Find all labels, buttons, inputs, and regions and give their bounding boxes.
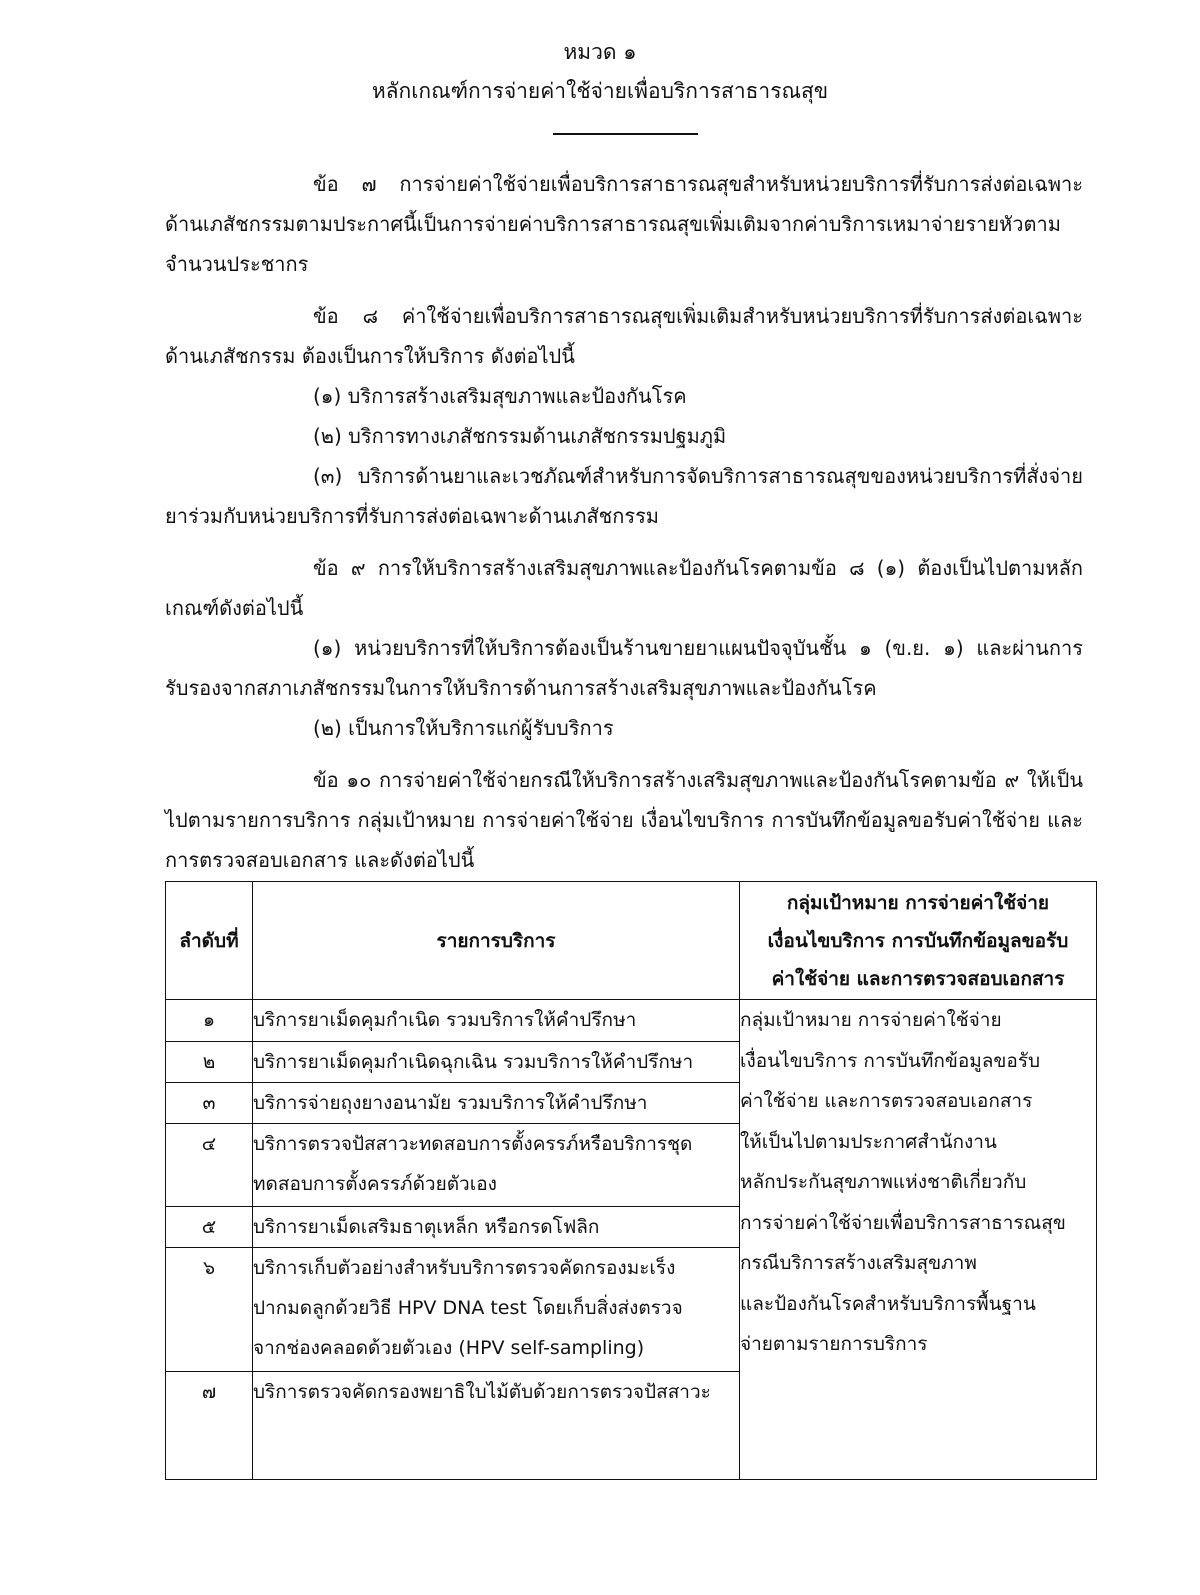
table-row — [166, 1000, 1097, 1042]
clause-9-item-2: (๒) เป็นการให้บริการแก่ผู้รับบริการ — [313, 716, 614, 740]
row-number: ๕ — [166, 1207, 253, 1248]
conditions-line: การจ่ายค่าใช้จ่ายเพื่อบริการสาธารณสุข — [740, 1211, 1066, 1234]
row-number: ๔ — [166, 1124, 253, 1207]
clause-9: ข้อ ๙ การให้บริการสร้างเสริมสุขภาพและป้องกันโรคตามข้อ ๘ (๑) ต้องเป็นไปตามหลักเกณฑ์ดังต่อไปนี้ — [165, 556, 1083, 620]
conditions-line: ค่าใช้จ่าย และการตรวจสอบเอกสาร — [740, 1090, 1033, 1112]
clause-8: ข้อ ๘ ค่าใช้จ่ายเพื่อบริการสาธารณสุขเพิ่มเติมสำหรับหน่วยบริการที่รับการส่งต่อเฉพาะด้านเภสัชกรรม ต้องเป็นการให้บริการ ดังต่อไปนี้ — [165, 304, 1083, 368]
service-line: บริการตรวจปัสสาวะทดสอบการตั้งครรภ์หรือบริการชุด — [253, 1133, 693, 1155]
row-service — [253, 1124, 740, 1207]
row-service — [253, 1083, 740, 1124]
service-line: ทดสอบการตั้งครรภ์ด้วยตัวเอง — [253, 1173, 497, 1195]
service-line: บริการยาเม็ดคุมกำเนิดฉุกเฉิน รวมบริการให้คำปรึกษา — [253, 1051, 694, 1073]
table-header-row — [166, 882, 1097, 1000]
service-line: บริการเก็บตัวอย่างสำหรับบริการตรวจคัดกรองมะเร็ง — [253, 1257, 676, 1279]
conditions-line: กรณีบริการสร้างเสริมสุขภาพ — [740, 1252, 977, 1274]
service-line: ปากมดลูกด้วยวิธี HPV DNA test โดยเก็บสิ่งส่งตรวจ — [253, 1297, 683, 1319]
header-conditions-line: ค่าใช้จ่าย และการตรวจสอบเอกสาร — [771, 967, 1065, 990]
row-service — [253, 1248, 740, 1372]
header-conditions-line: เงื่อนไขบริการ การบันทึกข้อมูลขอรับ — [767, 929, 1069, 952]
clause-8-item-2: (๒) บริการทางเภสัชกรรมด้านเภสัชกรรมปฐมภูมิ — [313, 424, 727, 448]
row-number: ๒ — [166, 1042, 253, 1083]
conditions-line: หลักประกันสุขภาพแห่งชาติเกี่ยวกับ — [740, 1171, 1027, 1193]
clause-9-item-1: (๑) หน่วยบริการที่ให้บริการต้องเป็นร้านขายยาแผนปัจจุบันชั้น ๑ (ข.ย. ๑) และผ่านการรับรองจากสภาเภสัชกรรมในการให้บริการด้านการสร้างเสริมสุขภาพและป้องกันโรค — [165, 636, 1083, 700]
row-service — [253, 1000, 740, 1042]
service-line: บริการยาเม็ดคุมกำเนิด รวมบริการให้คำปรึกษา — [253, 1009, 637, 1031]
header-no: ลำดับที่ — [166, 882, 253, 1000]
header-conditions-line: กลุ่มเป้าหมาย การจ่ายค่าใช้จ่าย — [786, 891, 1050, 914]
row-service — [253, 1372, 740, 1480]
row-number: ๖ — [166, 1248, 253, 1372]
conditions-line: จ่ายตามรายการบริการ — [740, 1333, 928, 1355]
service-table — [165, 881, 1097, 1480]
row-number: ๗ — [166, 1372, 253, 1480]
service-line: บริการยาเม็ดเสริมธาตุเหล็ก หรือกรดโฟลิก — [253, 1216, 600, 1238]
chapter-title: หลักเกณฑ์การจ่ายค่าใช้จ่ายเพื่อบริการสาธารณสุข — [371, 79, 829, 103]
conditions-line: เงื่อนไขบริการ การบันทึกข้อมูลขอรับ — [740, 1049, 1041, 1072]
header-conditions — [740, 882, 1097, 1000]
service-line: บริการตรวจคัดกรองพยาธิใบไม้ตับด้วยการตรวจปัสสาวะ — [253, 1381, 711, 1403]
chapter-heading: หมวด ๑ — [563, 40, 637, 64]
conditions-cell — [740, 1000, 1097, 1480]
header-service: รายการบริการ — [253, 882, 740, 1000]
service-line: บริการจ่ายถุงยางอนามัย รวมบริการให้คำปรึกษา — [253, 1092, 648, 1114]
clause-7: ข้อ ๗ การจ่ายค่าใช้จ่ายเพื่อบริการสาธารณสุขสำหรับหน่วยบริการที่รับการส่งต่อเฉพาะด้านเภสัชกรรมตามประกาศนี้เป็นการจ่ายค่าบริการสาธารณสุขเพิ่มเติมจากค่าบริการเหมาจ่ายรายหัวตามจำนวนประชากร — [165, 172, 1083, 276]
conditions-line: และป้องกันโรคสำหรับบริการพื้นฐาน — [740, 1292, 1036, 1315]
heading-divider — [553, 133, 698, 135]
clause-8-item-3: (๓) บริการด้านยาและเวชภัณฑ์สำหรับการจัดบริการสาธารณสุขของหน่วยบริการที่สั่งจ่ายยาร่วมกับหน่วยบริการที่รับการส่งต่อเฉพาะด้านเภสัชกรรม — [165, 464, 1083, 528]
clause-8-item-1: (๑) บริการสร้างเสริมสุขภาพและป้องกันโรค — [313, 384, 687, 408]
row-number: ๓ — [166, 1083, 253, 1124]
row-number: ๑ — [166, 1000, 253, 1042]
service-line: จากช่องคลอดด้วยตัวเอง (HPV self-sampling) — [253, 1337, 645, 1359]
clause-10: ข้อ ๑๐ การจ่ายค่าใช้จ่ายกรณีให้บริการสร้างเสริมสุขภาพและป้องกันโรคตามข้อ ๙ ให้เป็นไปตามรายการบริการ กลุ่มเป้าหมาย การจ่ายค่าใช้จ่าย เงื่อนไขบริการ การบันทึกข้อมูลขอรับค่าใช้จ่าย และการตรวจสอบเอกสาร และดังต่อไปนี้ — [165, 768, 1083, 872]
row-service — [253, 1207, 740, 1248]
row-service — [253, 1042, 740, 1083]
conditions-line: กลุ่มเป้าหมาย การจ่ายค่าใช้จ่าย — [740, 1009, 1002, 1031]
conditions-line: ให้เป็นไปตามประกาศสำนักงาน — [740, 1130, 997, 1153]
